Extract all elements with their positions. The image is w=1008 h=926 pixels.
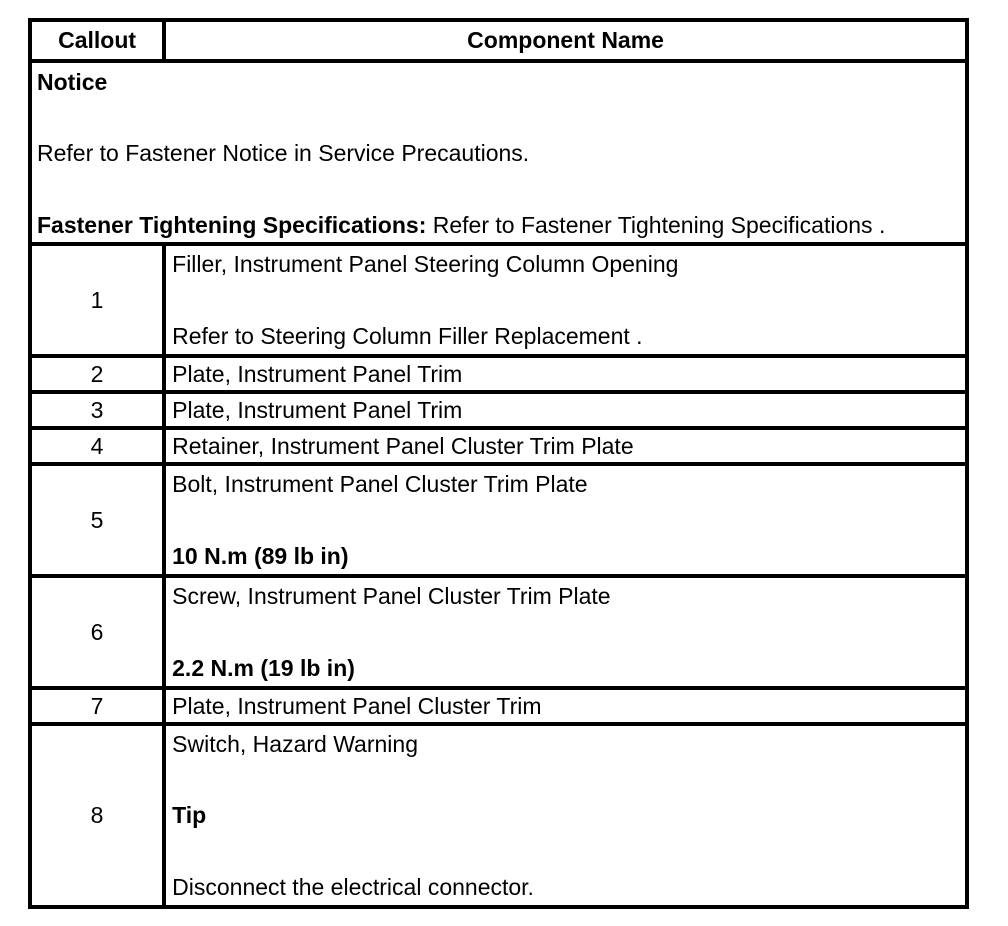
callout-number: 4 (32, 430, 166, 466)
component-name: Plate, Instrument Panel Trim (166, 394, 969, 430)
tip-text: Disconnect the electrical connector. (172, 873, 534, 900)
component-note-link[interactable]: Refer to Steering Column Filler Replacement . (172, 322, 643, 349)
component-name: Screw, Instrument Panel Cluster Trim Plate (172, 583, 611, 610)
table-row (32, 466, 969, 578)
table-row (32, 358, 969, 394)
component-name: Filler, Instrument Panel Steering Column Opening (172, 251, 679, 278)
component-cell (166, 466, 969, 578)
fastener-spec-label: Fastener Tightening Specifications: (37, 211, 427, 238)
component-name-header: Component Name (166, 22, 969, 63)
table-row (32, 246, 969, 358)
callout-number: 1 (32, 246, 166, 358)
header-row (32, 22, 969, 63)
fastener-spec-link[interactable]: Refer to Fastener Tightening Specifications . (426, 211, 886, 238)
torque-spec: 10 N.m (89 lb in) (172, 542, 349, 569)
callout-number: 7 (32, 690, 166, 726)
component-name: Switch, Hazard Warning (172, 730, 418, 757)
callout-header: Callout (32, 22, 166, 63)
component-name: Bolt, Instrument Panel Cluster Trim Plate (172, 471, 588, 498)
table-row (32, 726, 969, 909)
component-table (28, 18, 969, 909)
notice-text: Refer to Fastener Notice in Service Precautions. (37, 140, 530, 167)
callout-number: 3 (32, 394, 166, 430)
table-row (32, 430, 969, 466)
table-row (32, 578, 969, 690)
component-name: Plate, Instrument Panel Trim (166, 358, 969, 394)
component-cell (166, 726, 969, 909)
callout-number: 2 (32, 358, 166, 394)
component-name: Retainer, Instrument Panel Cluster Trim Plate (166, 430, 969, 466)
component-name: Plate, Instrument Panel Cluster Trim (166, 690, 969, 726)
callout-number: 6 (32, 578, 166, 690)
notice-title: Notice (37, 69, 108, 95)
component-cell (166, 578, 969, 690)
callout-number: 5 (32, 466, 166, 578)
table-row (32, 394, 969, 430)
fastener-spec-line (37, 212, 959, 238)
torque-spec: 2.2 N.m (19 lb in) (172, 654, 355, 681)
callout-number: 8 (32, 726, 166, 909)
component-cell (166, 246, 969, 358)
table-row (32, 690, 969, 726)
notice-row (32, 63, 969, 246)
notice-cell (32, 63, 969, 246)
tip-label: Tip (172, 802, 207, 829)
